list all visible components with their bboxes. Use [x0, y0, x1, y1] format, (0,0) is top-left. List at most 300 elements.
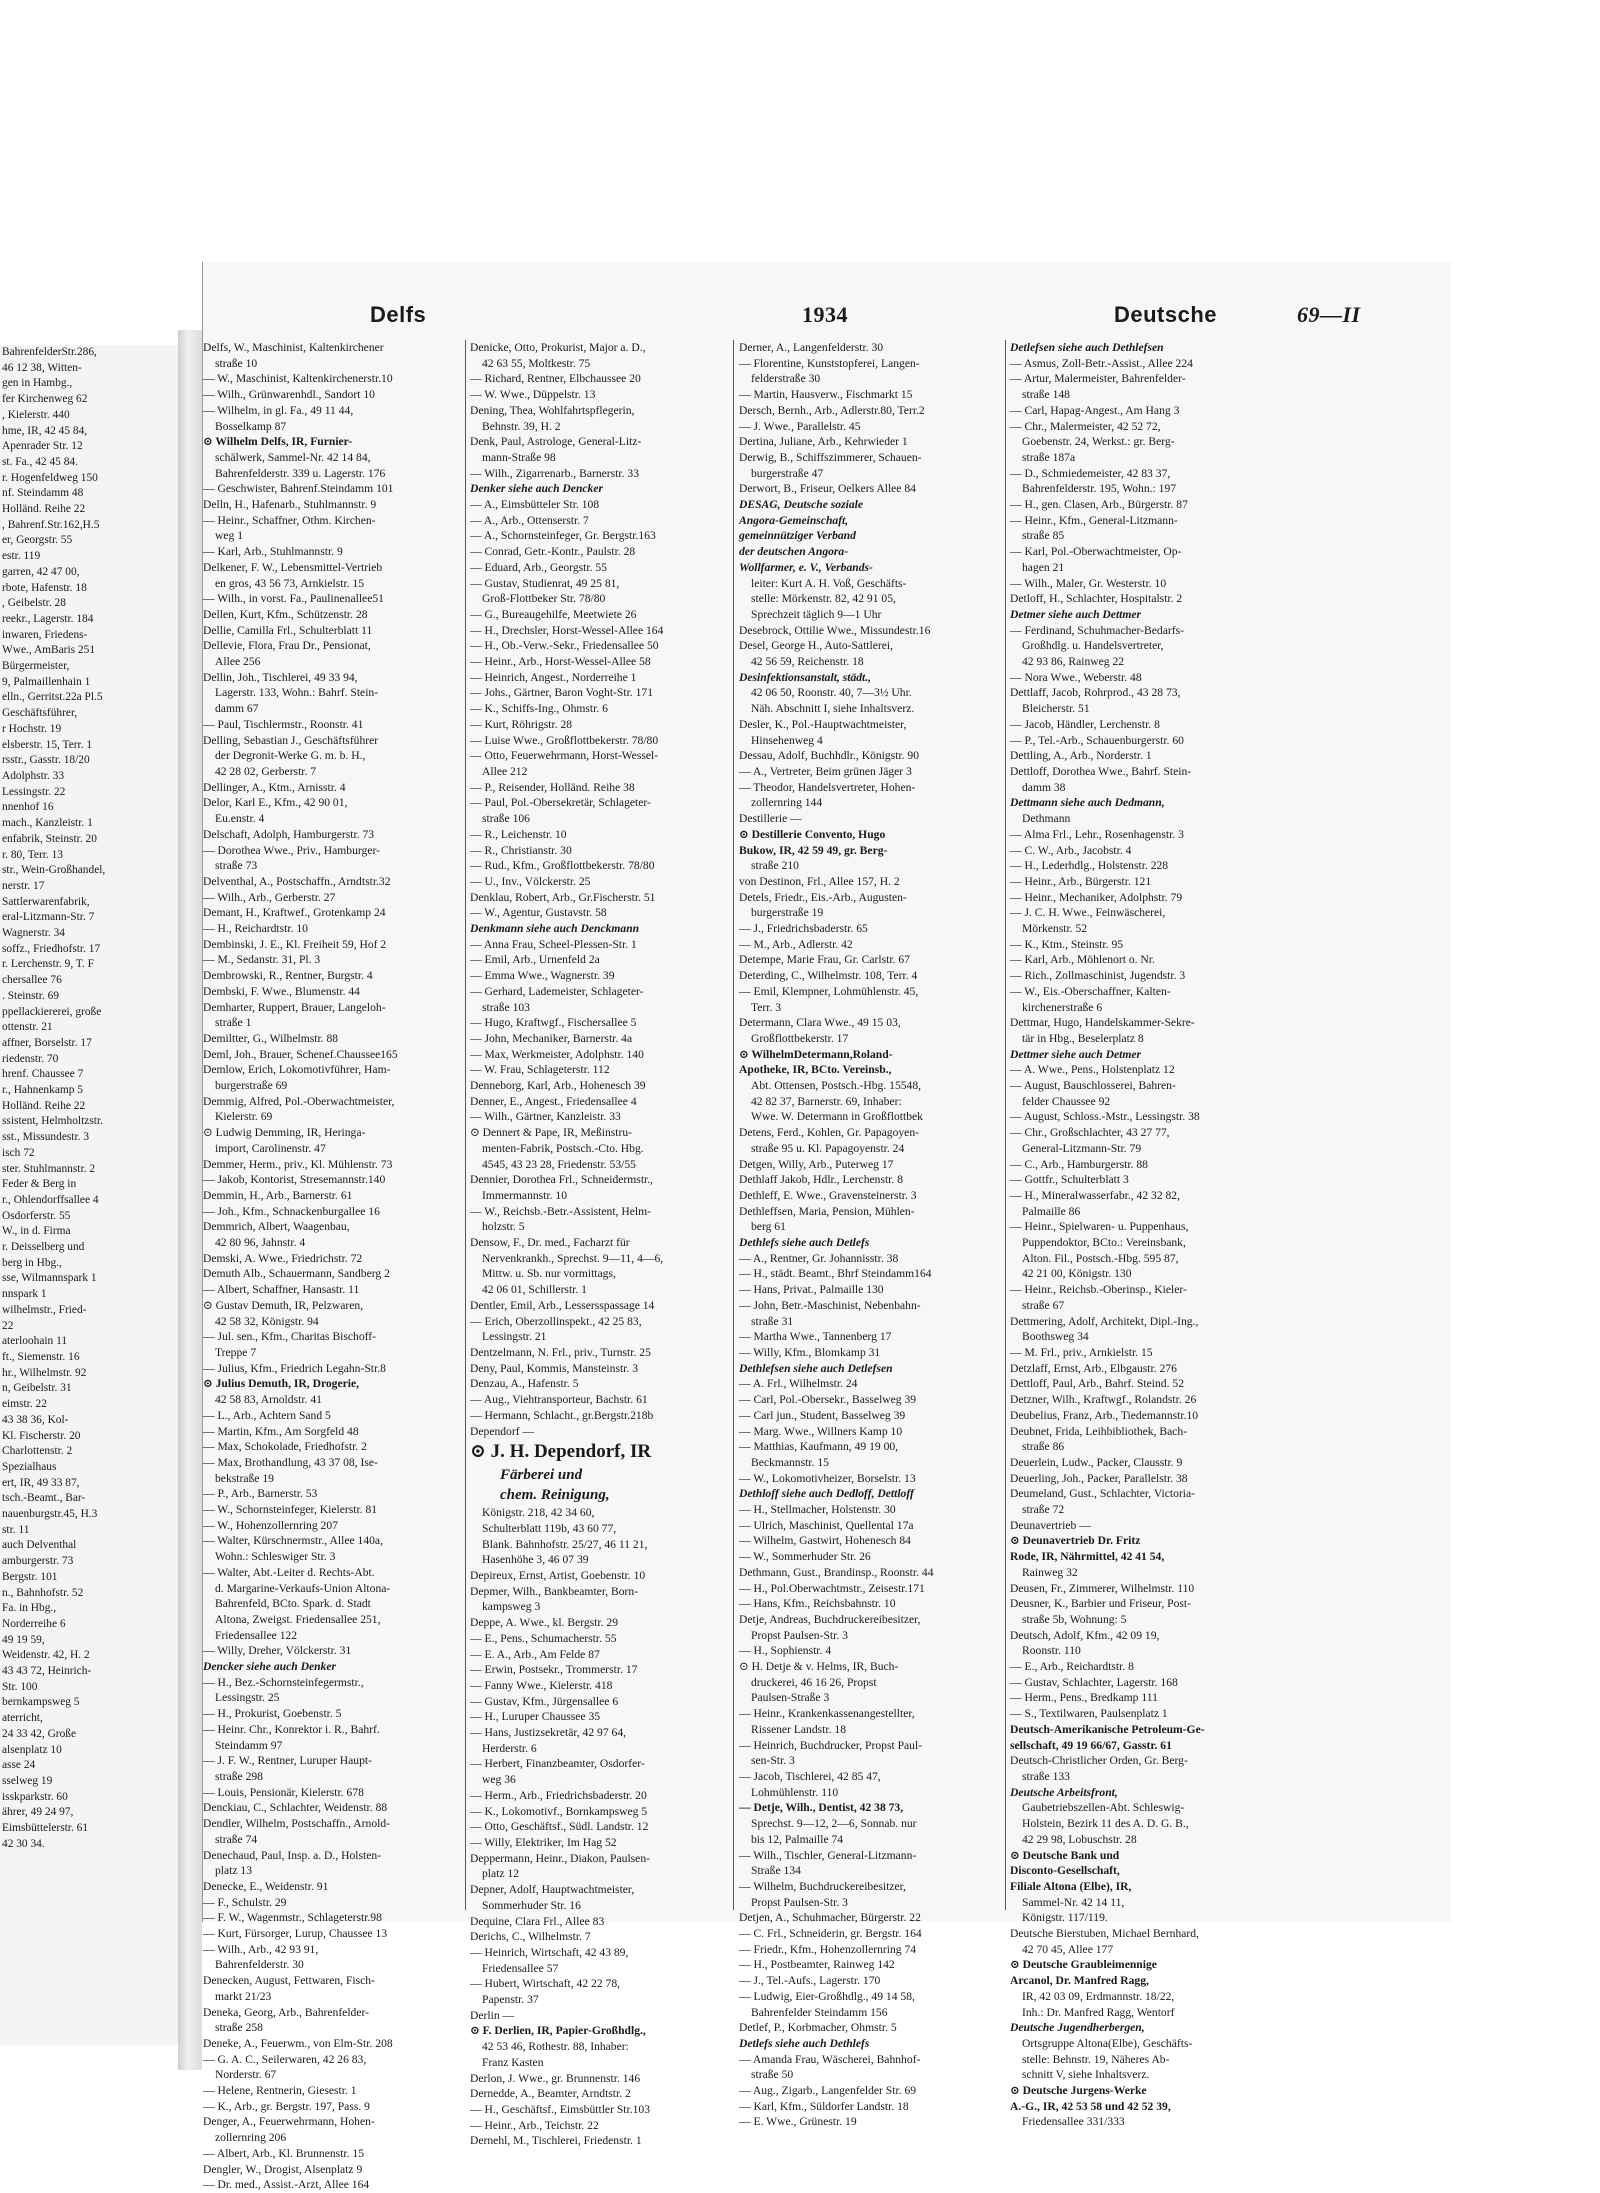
left-page-line: r., Hahnenkamp 5	[2, 1084, 83, 1097]
directory-entry: — H., Mineralwasserfabr., 42 32 82,	[1010, 1188, 1181, 1202]
directory-entry: Detjen, A., Schuhmacher, Bürgerstr. 22	[739, 1911, 921, 1925]
directory-entry: ⊙ Destillerie Convento, Hugo	[739, 827, 886, 841]
directory-entry: Detens, Ferd., Kohlen, Gr. Papagoyen-	[739, 1126, 919, 1140]
directory-entry: — W., Lokomotivheizer, Borselstr. 13	[739, 1471, 916, 1485]
directory-entry: — W., Reichsb.-Betr.-Assistent, Helm-	[470, 1204, 651, 1218]
column-divider	[465, 340, 466, 1910]
directory-entry: Dendler, Wilhelm, Postschaffn., Arnold-	[203, 1817, 391, 1831]
directory-entry: — Matthias, Kaufmann, 49 19 00,	[739, 1440, 899, 1454]
directory-entry: — W., Eis.-Oberschaffner, Kalten-	[1010, 984, 1171, 998]
directory-entry: straße 67	[1022, 1298, 1065, 1312]
directory-entry: — W., Schornsteinfeger, Kielerstr. 81	[203, 1503, 378, 1517]
left-page-line: soffz., Friedhofstr. 17	[2, 942, 101, 955]
directory-entry: Mörkenstr. 52	[1022, 922, 1088, 936]
left-page-line: reekr., Lagerstr. 184	[2, 612, 94, 625]
directory-entry: — Fanny Wwe., Kielerstr. 418	[470, 1678, 613, 1692]
directory-entry: — Emil, Arb., Urnenfeld 2a	[470, 953, 600, 967]
directory-entry: Demiltter, G., Wilhelmstr. 88	[203, 1031, 339, 1045]
directory-entry: — H., Stellmacher, Holstenstr. 30	[739, 1503, 896, 1517]
directory-entry: IR, 42 03 09, Erdmannstr. 18/22,	[1022, 1989, 1175, 2003]
directory-entry: straße 1	[215, 1016, 252, 1030]
directory-entry: — Walter, Abt.-Leiter d. Rechts-Abt.	[203, 1565, 375, 1579]
directory-entry: Sprechst. 9—12, 2—6, Sonnab. nur	[751, 1817, 917, 1831]
directory-entry: Dernedde, A., Beamter, Arndtstr. 2	[470, 2087, 631, 2101]
directory-entry: — Hans, Kfm., Reichsbahnstr. 10	[739, 1597, 896, 1611]
left-page-line: 9, Palmaillenhain 1	[2, 675, 91, 688]
left-page-line: ft., Siemenstr. 16	[2, 1351, 80, 1363]
directory-entry: Bahrenfeld, BCto. Spark. d. Stadt	[215, 1597, 371, 1611]
left-page-line: 22	[2, 1319, 14, 1332]
directory-entry: — Emil, Klempner, Lohmühlenstr. 45,	[739, 984, 919, 998]
left-page-line: asse 24	[2, 1759, 36, 1772]
directory-entry: burgerstraße 19	[751, 906, 824, 920]
directory-entry: druckerei, 46 16 26, Propst	[751, 1675, 877, 1689]
directory-entry: — Hugo, Kraftwgf., Fischersallee 5	[470, 1016, 637, 1030]
directory-entry: Detempe, Marie Frau, Gr. Carlstr. 67	[739, 953, 910, 967]
directory-entry: Bahrenfelderstr. 339 u. Lagerstr. 176	[215, 466, 386, 480]
directory-entry: — A., Rentner, Gr. Johannisstr. 38	[739, 1251, 899, 1265]
directory-entry: Detlef, P., Korbmacher, Ohmstr. 5	[739, 2021, 897, 2035]
directory-entry: straße 298	[215, 1769, 263, 1783]
directory-entry: — L., Arb., Achtern Sand 5	[203, 1408, 331, 1422]
directory-entry: — H., Prokurist, Goebenstr. 5	[203, 1707, 342, 1721]
directory-entry: Detgen, Willy, Arb., Puterweg 17	[739, 1157, 894, 1171]
directory-entry: kirchenerstraße 6	[1022, 1000, 1103, 1014]
left-page-line: Wagnerstr. 34	[2, 927, 65, 940]
directory-entry: ⊙ WilhelmDetermann,Roland-	[739, 1047, 893, 1061]
directory-entry: Derwort, B., Friseur, Oelkers Allee 84	[739, 482, 916, 496]
left-page-line: sse, Wilmannspark 1	[2, 1272, 97, 1285]
directory-entry: Desebrock, Ottilie Wwe., Missundestr.16	[739, 623, 931, 637]
directory-entry: — W. Wwe., Düppelstr. 13	[470, 388, 596, 402]
directory-entry: — Jul. sen., Kfm., Charitas Bischoff-	[203, 1330, 377, 1344]
directory-entry: — Luise Wwe., Großflottbekerstr. 78/80	[470, 733, 659, 747]
header-year: 1934	[802, 302, 848, 327]
left-page-line: berg in Hbg.,	[2, 1256, 62, 1269]
directory-entry: Deubelius, Franz, Arb., Tiedemannstr.10	[1010, 1408, 1199, 1422]
left-page-line: W., in d. Firma	[2, 1225, 71, 1238]
left-page-line: n., Bahnhofstr. 52	[2, 1586, 84, 1599]
directory-entry: von Destinon, Frl., Allee 157, H. 2	[739, 874, 900, 888]
directory-entry: Dembrowski, R., Rentner, Burgstr. 4	[203, 969, 373, 983]
directory-entry: — Wilhelm, in gl. Fa., 49 11 44,	[203, 403, 354, 417]
directory-entry: ⊙ Julius Demuth, IR, Drogerie,	[203, 1377, 360, 1391]
left-page-line: st. Fa., 42 45 84.	[2, 455, 78, 468]
directory-entry: weg 36	[482, 1773, 516, 1787]
directory-entry: — A., Vertreter, Beim grünen Jäger 3	[739, 764, 912, 778]
directory-entry: 42 93 86, Rainweg 22	[1022, 655, 1125, 669]
left-page-line: Lessingstr. 22	[2, 785, 66, 798]
directory-entry: — Hubert, Wirtschaft, 42 22 78,	[470, 1977, 621, 1991]
left-page-line: BahrenfelderStr.286,	[2, 346, 97, 358]
directory-entry: — Johs., Gärtner, Baron Voght-Str. 171	[470, 686, 653, 700]
directory-entry: Dellinger, A., Ktm., Arnisstr. 4	[203, 780, 346, 794]
directory-entry: Hasenhöhe 3, 46 07 39	[482, 1553, 589, 1567]
left-page-line: eral-Litzmann-Str. 7	[2, 911, 95, 924]
directory-entry: Nervenkrankh., Sprechst. 9—11, 4—6,	[482, 1251, 664, 1265]
directory-entry: — Ludwig, Eier-Großhdlg., 49 14 58,	[739, 1989, 915, 2003]
header-first-entry: Delfs	[370, 302, 427, 327]
directory-column-3	[739, 340, 1001, 2130]
directory-entry: Näh. Abschnitt I, siehe Inhaltsverz.	[751, 702, 915, 716]
directory-entry: Norderstr. 67	[215, 2068, 277, 2082]
directory-entry: Dettlaff, Jacob, Rohrprod., 43 28 73,	[1010, 686, 1181, 700]
directory-entry: Dellie, Camilla Frl., Schulterblatt 11	[203, 623, 373, 637]
left-page-line: elsberstr. 15, Terr. 1	[2, 738, 93, 751]
directory-entry: 42 53 46, Rothestr. 88, Inhaber:	[482, 2040, 629, 2054]
directory-entry: — Gustav, Kfm., Jürgensallee 6	[470, 1694, 619, 1708]
directory-entry: 42 80 96, Jahnstr. 4	[215, 1236, 306, 1250]
directory-entry: Lagerstr. 133, Wohn.: Bahrf. Stein-	[215, 686, 379, 700]
left-page-line: Holländ. Reihe 22	[2, 503, 86, 516]
left-page-line: rsstr., Gasstr. 18/20	[2, 754, 90, 767]
directory-entry: Deutsch-Christlicher Orden, Gr. Berg-	[1010, 1754, 1188, 1768]
directory-entry: platz 13	[215, 1864, 253, 1878]
directory-entry: — H., Lederhdlg., Holstenstr. 228	[1010, 859, 1169, 873]
directory-entry: — Wilhelm, Buchdruckereibesitzer,	[739, 1879, 906, 1893]
directory-entry: der deutschen Angora-	[739, 545, 849, 559]
directory-entry: Dening, Thea, Wohlfahrtspflegerin,	[470, 403, 635, 417]
directory-entry: 42 58 32, Königstr. 94	[215, 1314, 319, 1328]
left-page-line: Bergstr. 101	[2, 1570, 58, 1583]
directory-entry: Deutsch, Adolf, Kfm., 42 09 19,	[1010, 1628, 1160, 1642]
directory-entry: Färberei und	[500, 1467, 583, 1484]
directory-entry: Delkener, F. W., Lebensmittel-Vertrieb	[203, 560, 383, 574]
directory-entry: — Geschwister, Bahrenf.Steindamm 101	[203, 482, 394, 496]
left-page-line: hrenf. Chaussee 7	[2, 1068, 84, 1081]
left-page-line: Norderreihe 6	[2, 1617, 66, 1630]
directory-entry: — M., Arb., Adlerstr. 42	[739, 937, 853, 951]
directory-entry: — Aug., Viehtransporteur, Bachstr. 61	[470, 1393, 648, 1407]
directory-entry: — Wilh., Zigarrenarb., Barnerstr. 33	[470, 466, 639, 480]
directory-entry: Friedensallee 122	[215, 1628, 298, 1642]
directory-entry: Dencker siehe auch Denker	[203, 1660, 336, 1674]
directory-entry: — Carl, Hapag-Angest., Am Hang 3	[1010, 403, 1180, 417]
directory-entry: — Gottfr., Schulterblatt 3	[1010, 1173, 1129, 1187]
directory-entry: Densow, F., Dr. med., Facharzt für	[470, 1236, 630, 1250]
directory-entry: ⊙ F. Derlien, IR, Papier-Großhdlg.,	[470, 2024, 646, 2038]
directory-entry: Dembinski, J. E., Kl. Freiheit 59, Hof 2	[203, 937, 387, 951]
directory-page	[202, 262, 1451, 2192]
directory-entry: — Jacob, Tischlerei, 42 85 47,	[739, 1769, 881, 1783]
directory-entry: Demlow, Erich, Lokomotivführer, Ham-	[203, 1063, 391, 1077]
directory-entry: Königstr. 117/119.	[1022, 1911, 1108, 1925]
directory-entry: Dethloff siehe auch Dedloff, Dettloff	[739, 1487, 914, 1501]
directory-entry: Beckmannstr. 15	[751, 1455, 829, 1469]
directory-entry: — Karl, Pol.-Oberwachtmeister, Op-	[1010, 545, 1182, 559]
directory-entry: — M., Sedanstr. 31, Pl. 3	[203, 953, 321, 967]
directory-entry: — U., Inv., Völckerstr. 25	[470, 874, 591, 888]
directory-entry: — Gustav, Studienrat, 49 25 81,	[470, 576, 620, 590]
directory-entry: Demski, A. Wwe., Friedrichstr. 72	[203, 1251, 363, 1265]
directory-entry: Detloff, H., Schlachter, Hospitalstr. 2	[1010, 592, 1183, 606]
directory-entry: Derlin —	[470, 2008, 515, 2022]
directory-entry: — Wilh., Grünwarenhdl., Sandort 10	[203, 388, 375, 402]
directory-entry: straße 95 u. Kl. Papagoyenstr. 24	[751, 1141, 905, 1155]
directory-entry: — Erwin, Postsekr., Trommerstr. 17	[470, 1663, 638, 1677]
left-page-line: r. Hogenfeldweg 150	[2, 471, 98, 484]
directory-entry: — Heinrich, Buchdrucker, Propst Paul-	[739, 1738, 923, 1752]
directory-entry: A.-G., IR, 42 53 58 und 42 52 39,	[1010, 2099, 1171, 2113]
directory-entry: — Wilh., Tischler, General-Litzmann-	[739, 1848, 917, 1862]
directory-entry: Inh.: Dr. Manfred Ragg, Wentorf	[1022, 2005, 1175, 2019]
directory-entry: Großflottbekerstr. 17	[751, 1031, 849, 1045]
left-page-line: , Geibelstr. 28	[2, 597, 66, 610]
directory-entry: — Theodor, Handelsvertreter, Hohen-	[739, 780, 916, 794]
directory-entry: — J. F. W., Rentner, Luruper Haupt-	[203, 1754, 372, 1768]
directory-entry: Deutsche Bierstuben, Michael Bernhard,	[1010, 1927, 1199, 1941]
directory-entry: Dettloff, Dorothea Wwe., Bahrf. Stein-	[1010, 764, 1192, 778]
directory-entry: markt 21/23	[215, 1989, 272, 2003]
left-page-line: estr. 119	[2, 550, 41, 563]
directory-entry: — Wilh., in vorst. Fa., Paulinenallee51	[203, 592, 384, 606]
left-page-line: enfabrik, Steinstr. 20	[2, 832, 97, 845]
left-page-line: ppellackiererei, große	[2, 1005, 102, 1018]
directory-entry: Immermannstr. 10	[482, 1188, 568, 1202]
directory-entry: Goebenstr. 24, Werkst.: gr. Berg-	[1022, 435, 1175, 449]
directory-entry: Eu.enstr. 4	[215, 812, 265, 826]
directory-entry: 4545, 43 23 28, Friedenstr. 53/55	[482, 1157, 636, 1171]
directory-entry: — Heinr., Mechaniker, Adolphstr. 79	[1010, 890, 1183, 904]
directory-column-2	[470, 340, 728, 2149]
left-page-line: n, Geibelstr. 31	[2, 1382, 72, 1395]
directory-entry: — Karl, Kfm., Süldorfer Landstr. 18	[739, 2099, 909, 2113]
directory-entry: Deppermann, Heinr., Diakon, Paulsen-	[470, 1851, 650, 1865]
directory-entry: — Helene, Rentnerin, Giesestr. 1	[203, 2084, 357, 2098]
directory-entry: — E. Wwe., Grünestr. 19	[739, 2115, 857, 2129]
directory-entry: — F., Schulstr. 29	[203, 1895, 287, 1909]
left-page-line: bernkampsweg 5	[2, 1696, 80, 1709]
directory-entry: Demuth Alb., Schauermann, Sandberg 2	[203, 1267, 390, 1281]
directory-entry: Allee 212	[482, 764, 528, 778]
directory-entry: Lessingstr. 21	[482, 1330, 547, 1344]
directory-entry: Dethmann	[1022, 812, 1071, 826]
directory-entry: — Hans, Justizsekretär, 42 97 64,	[470, 1726, 627, 1740]
left-page-line: inwaren, Friedens-	[2, 628, 88, 641]
directory-entry: — Heinr., Spielwaren- u. Puppenhaus,	[1010, 1220, 1189, 1234]
directory-entry: — Wilh., Maler, Gr. Westerstr. 10	[1010, 576, 1167, 590]
directory-entry: Detje, Andreas, Buchdruckereibesitzer,	[739, 1612, 921, 1626]
left-page-line: 24 33 42, Große	[2, 1727, 77, 1740]
directory-entry: Sammel-Nr. 42 14 11,	[1022, 1895, 1125, 1909]
directory-entry: — Heinr., Arb., Bürgerstr. 121	[1010, 874, 1152, 888]
directory-entry: Deusen, Fr., Zimmerer, Wilhelmstr. 110	[1010, 1581, 1195, 1595]
left-page-line: r. Lerchenstr. 9, T. F	[2, 958, 94, 971]
left-page-line: wilhelmstr., Fried-	[2, 1303, 87, 1316]
left-page-line: chersallee 76	[2, 974, 62, 987]
left-page-line: Spezialhaus	[2, 1460, 57, 1473]
directory-entry: straße 258	[215, 2021, 263, 2035]
directory-entry: Detlefsen siehe auch Dethlefsen	[1010, 341, 1164, 354]
directory-entry: tär in Hbg., Beselerplatz 8	[1022, 1031, 1144, 1045]
directory-columns	[203, 340, 1443, 2192]
directory-entry: Denechaud, Paul, Insp. a. D., Holsten-	[203, 1848, 382, 1862]
directory-entry: Herderstr. 6	[482, 1741, 537, 1755]
header-last-entry: Deutsche	[1114, 302, 1218, 327]
directory-entry: — Kurt, Fürsorger, Lurup, Chaussee 13	[203, 1927, 388, 1941]
directory-entry: ⊙ Deunavertrieb Dr. Fritz	[1010, 1534, 1141, 1548]
directory-entry: burgerstraße 69	[215, 1079, 288, 1093]
directory-entry: straße 74	[215, 1832, 258, 1846]
directory-entry: — Chr., Großschlachter, 43 27 77,	[1010, 1126, 1170, 1140]
directory-entry: — G. A. C., Seilerwaren, 42 26 83,	[203, 2052, 367, 2066]
directory-entry: — Wilhelm, Gastwirt, Hohenesch 84	[739, 1534, 911, 1548]
directory-entry: — G., Bureaugehilfe, Meetwiete 26	[470, 607, 637, 621]
directory-entry: Steindamm 97	[215, 1738, 283, 1752]
directory-entry: straße 72	[1022, 1503, 1065, 1517]
directory-entry: — A. Frl., Wilhelmstr. 24	[739, 1377, 858, 1391]
directory-entry: straße 73	[215, 859, 258, 873]
directory-entry: — Willy, Kfm., Blomkamp 31	[739, 1346, 881, 1359]
directory-entry: — Florentine, Kunststopferei, Langen-	[739, 356, 920, 370]
directory-entry: Paulsen-Straße 3	[751, 1691, 830, 1705]
left-page-line: r., Ohlendorffsallee 4	[2, 1193, 99, 1206]
directory-entry: Dettloff, Paul, Arb., Bahrf. Steind. 52	[1010, 1377, 1184, 1391]
directory-entry: Wohn.: Schleswiger Str. 3	[215, 1550, 336, 1564]
directory-entry: ⊙ J. H. Dependorf, IR	[470, 1441, 652, 1463]
directory-entry: — Heinr., Arb., Horst-Wessel-Allee 58	[470, 655, 651, 669]
directory-entry: Roonstr. 110	[1022, 1644, 1081, 1658]
directory-entry: — Carl, Pol.-Obersekr., Basselweg 39	[739, 1393, 917, 1407]
directory-column-1	[203, 340, 461, 2193]
directory-entry: — Max, Schokolade, Friedhofstr. 2	[203, 1440, 367, 1454]
directory-entry: — Marg. Wwe., Willners Kamp 10	[739, 1424, 903, 1438]
left-page-line: ährer, 49 24 97,	[2, 1806, 74, 1819]
directory-entry: Deneka, Georg, Arb., Bahrenfelder-	[203, 2005, 369, 2019]
directory-entry: Depmer, Wilh., Bankbeamter, Born-	[470, 1584, 639, 1598]
directory-entry: — Joh., Kfm., Schnackenburgallee 16	[203, 1204, 380, 1218]
left-page-line: nnspark 1	[2, 1288, 47, 1301]
directory-column-4	[1010, 340, 1278, 2130]
left-page-line: ster. Stuhlmannstr. 2	[2, 1162, 96, 1175]
directory-entry: Derner, A., Langenfelderstr. 30	[739, 341, 884, 354]
directory-entry: Dettling, A., Arb., Norderstr. 1	[1010, 749, 1152, 763]
directory-entry: Königstr. 218, 42 34 60,	[482, 1506, 595, 1520]
directory-entry: ⊙ Deutsche Jurgens-Werke	[1010, 2084, 1147, 2098]
directory-entry: — Dr. med., Assist.-Arzt, Allee 164	[203, 2178, 370, 2192]
directory-entry: burgerstraße 47	[751, 466, 824, 480]
directory-entry: Dettmer siehe auch Detmer	[1010, 1047, 1142, 1061]
directory-entry: — E., Pens., Schumacherstr. 55	[470, 1631, 617, 1645]
directory-entry: DESAG, Deutsche soziale	[739, 498, 863, 512]
directory-entry: Denker siehe auch Dencker	[470, 482, 603, 496]
directory-entry: — F. W., Wagenmstr., Schlageterstr.98	[203, 1911, 382, 1925]
left-page-line: isskparkstr. 60	[2, 1790, 68, 1803]
left-page-text-column	[2, 345, 172, 1853]
left-page-line: r. Deisselberg und	[2, 1241, 85, 1254]
directory-entry: Deumeland, Gust., Schlachter, Victoria-	[1010, 1487, 1196, 1501]
left-page-line: eimstr. 22	[2, 1398, 47, 1411]
left-page-line: affner, Borselstr. 17	[2, 1036, 92, 1049]
directory-entry: ⊙ Wilhelm Delfs, IR, Furnier-	[203, 435, 353, 449]
directory-entry: Delschaft, Adolph, Hamburgerstr. 73	[203, 827, 375, 841]
directory-entry: Dersch, Bernh., Arb., Adlerstr.80, Terr.2	[739, 403, 925, 417]
directory-entry: — Heinr., Krankenkassenangestellter,	[739, 1707, 915, 1721]
directory-entry: Lessingstr. 25	[215, 1691, 280, 1705]
directory-entry: stelle: Behnstr. 19, Näheres Ab-	[1022, 2052, 1170, 2066]
directory-entry: — C. Frl., Schneiderin, gr. Bergstr. 164	[739, 1927, 922, 1941]
directory-entry: damm 38	[1022, 780, 1066, 794]
directory-entry: — Otto, Geschäftsf., Südl. Landstr. 12	[470, 1820, 649, 1834]
directory-entry: — W., Agentur, Gustavstr. 58	[470, 906, 607, 920]
directory-entry: platz 12	[482, 1867, 520, 1881]
directory-entry: felderstraße 30	[751, 372, 821, 386]
directory-entry: — Max, Werkmeister, Adolphstr. 140	[470, 1047, 644, 1061]
directory-entry: — Ulrich, Maschinist, Quellental 17a	[739, 1518, 914, 1532]
directory-entry: — W. Frau, Schlageterstr. 112	[470, 1063, 610, 1077]
directory-entry: — August, Schloss.-Mstr., Lessingstr. 38	[1010, 1110, 1200, 1124]
left-page-line: Geschäftsführer,	[2, 707, 78, 720]
directory-entry: — J., Tel.-Aufs., Lagerstr. 170	[739, 1974, 881, 1988]
directory-entry: Denger, A., Feuerwehrmann, Hohen-	[203, 2115, 375, 2129]
directory-entry: — H., Bez.-Schornsteinfegermstr.,	[203, 1675, 364, 1689]
directory-entry: Dennier, Dorothea Frl., Schneidermstr.,	[470, 1173, 654, 1187]
directory-entry: Demmig, Alfred, Pol.-Oberwachtmeister,	[203, 1094, 395, 1108]
directory-entry: — Gerhard, Lademeister, Schlageter-	[470, 984, 644, 998]
directory-entry: — Heinr., Kfm., General-Litzmann-	[1010, 513, 1178, 527]
left-page-line: Charlottenstr. 2	[2, 1445, 73, 1458]
directory-entry: — A., Eimsbütteler Str. 108	[470, 498, 600, 512]
directory-entry: — K., Schiffs-Ing., Ohmstr. 6	[470, 702, 608, 716]
directory-entry: bis 12, Palmaille 74	[751, 1832, 844, 1846]
directory-entry: sen-Str. 3	[751, 1754, 795, 1768]
directory-entry: Determann, Clara Wwe., 49 15 03,	[739, 1016, 901, 1030]
directory-entry: Dethmann, Gust., Brandinsp., Roonstr. 44	[739, 1565, 934, 1579]
directory-entry: Deneke, A., Feuerwm., von Elm-Str. 208	[203, 2036, 393, 2050]
left-page-line: aterricht,	[2, 1712, 43, 1725]
directory-entry: Lohmühlenstr. 110	[751, 1785, 839, 1799]
directory-entry: — Heinr., Reichsb.-Oberinsp., Kieler-	[1010, 1283, 1187, 1297]
left-page-line: 43 43 72, Heinrich-	[2, 1665, 92, 1678]
directory-entry: — J., Friedrichsbaderstr. 65	[739, 922, 868, 936]
directory-entry: Kielerstr. 69	[215, 1110, 273, 1124]
left-page-line: str. 11	[2, 1523, 30, 1536]
directory-entry: — Julius, Kfm., Friedrich Legahn-Str.8	[203, 1361, 386, 1375]
directory-entry: — H., Postbeamter, Rainweg 142	[739, 1958, 895, 1972]
directory-entry: sellschaft, 49 19 66/67, Gasstr. 61	[1010, 1738, 1172, 1752]
directory-entry: ⊙ Gustav Demuth, IR, Pelzwaren,	[203, 1298, 364, 1312]
directory-entry: — Martha Wwe., Tannenberg 17	[739, 1330, 892, 1344]
directory-entry: Deutsche Jugendherbergen,	[1010, 2021, 1145, 2035]
left-page-line: auch Delventhal	[2, 1539, 77, 1552]
directory-entry: Deml, Joh., Brauer, Schenef.Chaussee165	[203, 1047, 398, 1061]
directory-entry: Denicke, Otto, Prokurist, Major a. D.,	[470, 341, 646, 354]
left-page-line: gen in Hambg.,	[2, 377, 73, 390]
directory-entry: ⊙ Deutsche Graubleimennige	[1010, 1958, 1157, 1972]
directory-entry: Demmer, Herm., priv., Kl. Mühlenstr. 73	[203, 1157, 393, 1171]
directory-entry: Dependorf —	[470, 1424, 535, 1438]
directory-entry: Deppe, A. Wwe., kl. Bergstr. 29	[470, 1616, 619, 1630]
directory-entry: Demant, H., Kraftwef., Grotenkamp 24	[203, 906, 386, 920]
directory-entry: — Herm., Arb., Friedrichsbaderstr. 20	[470, 1788, 647, 1802]
directory-entry: Hinsehenweg 4	[751, 733, 823, 747]
directory-entry: — Jakob, Kontorist, Stresemannstr.140	[203, 1173, 386, 1187]
directory-entry: 42 82 37, Barnerstr. 69, Inhaber:	[751, 1094, 902, 1108]
directory-entry: Delventhal, A., Postschaffn., Arndtstr.32	[203, 874, 391, 888]
directory-entry: — Jacob, Händler, Lerchenstr. 8	[1010, 717, 1160, 731]
directory-entry: stelle: Mörkenstr. 82, 42 91 05,	[751, 592, 896, 606]
directory-entry: 42 29 98, Lobuschstr. 28	[1022, 1832, 1137, 1846]
directory-entry: Terr. 3	[751, 1000, 782, 1014]
directory-entry: — S., Textilwaren, Paulsenplatz 1	[1010, 1707, 1168, 1721]
directory-entry: — Herbert, Finanzbeamter, Osdorfer-	[470, 1757, 645, 1771]
directory-entry: straße 148	[1022, 388, 1070, 402]
directory-entry: Bosselkamp 87	[215, 419, 287, 433]
directory-entry: Bahrenfelder Steindamm 156	[751, 2005, 888, 2019]
directory-entry: Bleicherstr. 51	[1022, 702, 1090, 716]
directory-entry: Bahrenfelderstr. 30	[215, 1958, 304, 1972]
directory-entry: zollernring 144	[751, 796, 823, 810]
